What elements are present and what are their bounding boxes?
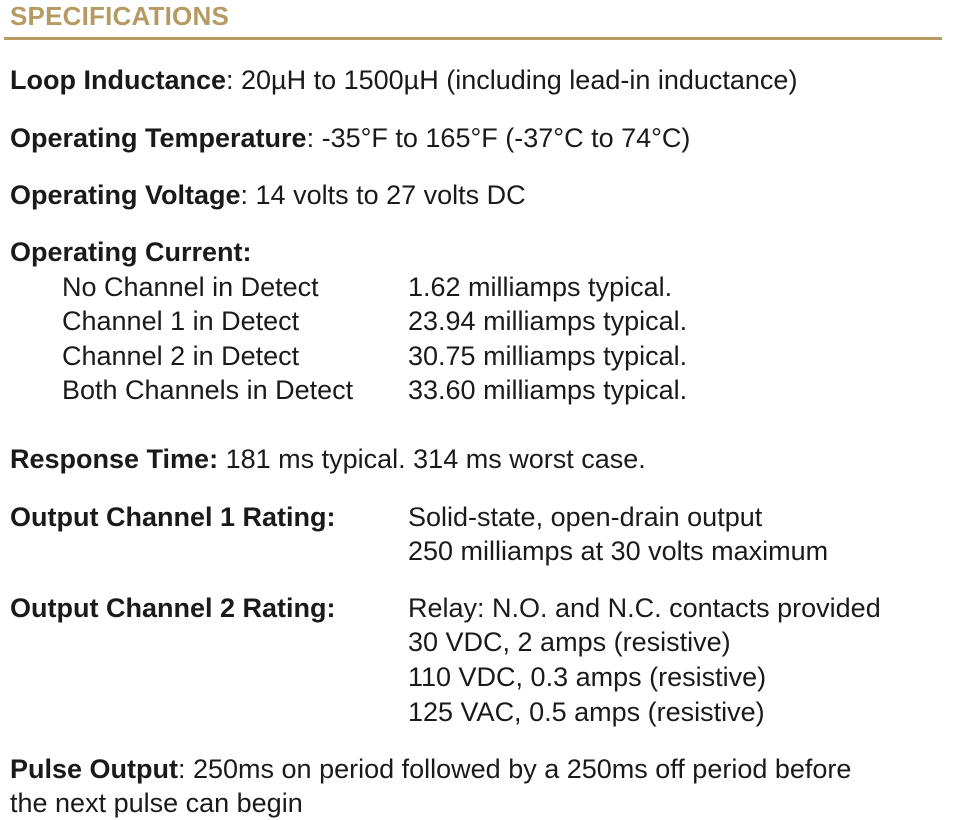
current-condition: Channel 2 in Detect bbox=[62, 341, 300, 371]
heading-divider bbox=[4, 37, 942, 40]
output-channel-1-line: Solid-state, open-drain output bbox=[408, 502, 763, 532]
spec-value: : 14 volts to 27 volts DC bbox=[240, 180, 526, 210]
spec-pulse-output bbox=[10, 752, 851, 786]
section-heading: SPECIFICATIONS bbox=[10, 1, 230, 31]
current-value: 33.60 milliamps typical. bbox=[408, 375, 688, 405]
spec-pulse-output-continued: the next pulse can begin bbox=[10, 788, 303, 818]
output-channel-2-line: Relay: N.O. and N.C. contacts provided bbox=[408, 593, 881, 623]
spec-operating-current-label: Operating Current: bbox=[10, 237, 252, 267]
spec-operating-voltage bbox=[10, 178, 526, 212]
spec-label: Pulse Output bbox=[10, 754, 178, 784]
spec-response-time bbox=[10, 442, 646, 476]
spec-output-channel-2-label: Output Channel 2 Rating: bbox=[10, 593, 336, 623]
spec-label: Operating Voltage bbox=[10, 180, 241, 210]
spec-label: Loop Inductance bbox=[10, 65, 226, 95]
spec-loop-inductance bbox=[10, 63, 797, 97]
spec-value: : 250ms on period followed by a 250ms off period before bbox=[178, 754, 852, 784]
spec-value: : -35°F to 165°F (-37°C to 74°C) bbox=[306, 123, 691, 153]
spec-label: Operating Temperature bbox=[10, 123, 307, 153]
output-channel-2-line: 30 VDC, 2 amps (resistive) bbox=[408, 627, 731, 657]
output-channel-1-line: 250 milliamps at 30 volts maximum bbox=[408, 536, 829, 566]
current-value: 23.94 milliamps typical. bbox=[408, 306, 688, 336]
current-condition: Both Channels in Detect bbox=[62, 375, 354, 405]
current-value: 1.62 milliamps typical. bbox=[408, 272, 673, 302]
current-value: 30.75 milliamps typical. bbox=[408, 341, 688, 371]
spec-operating-temperature bbox=[10, 121, 690, 155]
current-condition: Channel 1 in Detect bbox=[62, 306, 300, 336]
output-channel-2-line: 125 VAC, 0.5 amps (resistive) bbox=[408, 697, 765, 727]
spec-output-channel-1-label: Output Channel 1 Rating: bbox=[10, 502, 336, 532]
spec-label: Response Time: bbox=[10, 444, 219, 474]
output-channel-2-line: 110 VDC, 0.3 amps (resistive) bbox=[408, 662, 767, 692]
spec-value: : 20µH to 1500µH (including lead-in inductance) bbox=[226, 65, 798, 95]
current-condition: No Channel in Detect bbox=[62, 272, 319, 302]
spec-value: 181 ms typical. 314 ms worst case. bbox=[218, 444, 646, 474]
